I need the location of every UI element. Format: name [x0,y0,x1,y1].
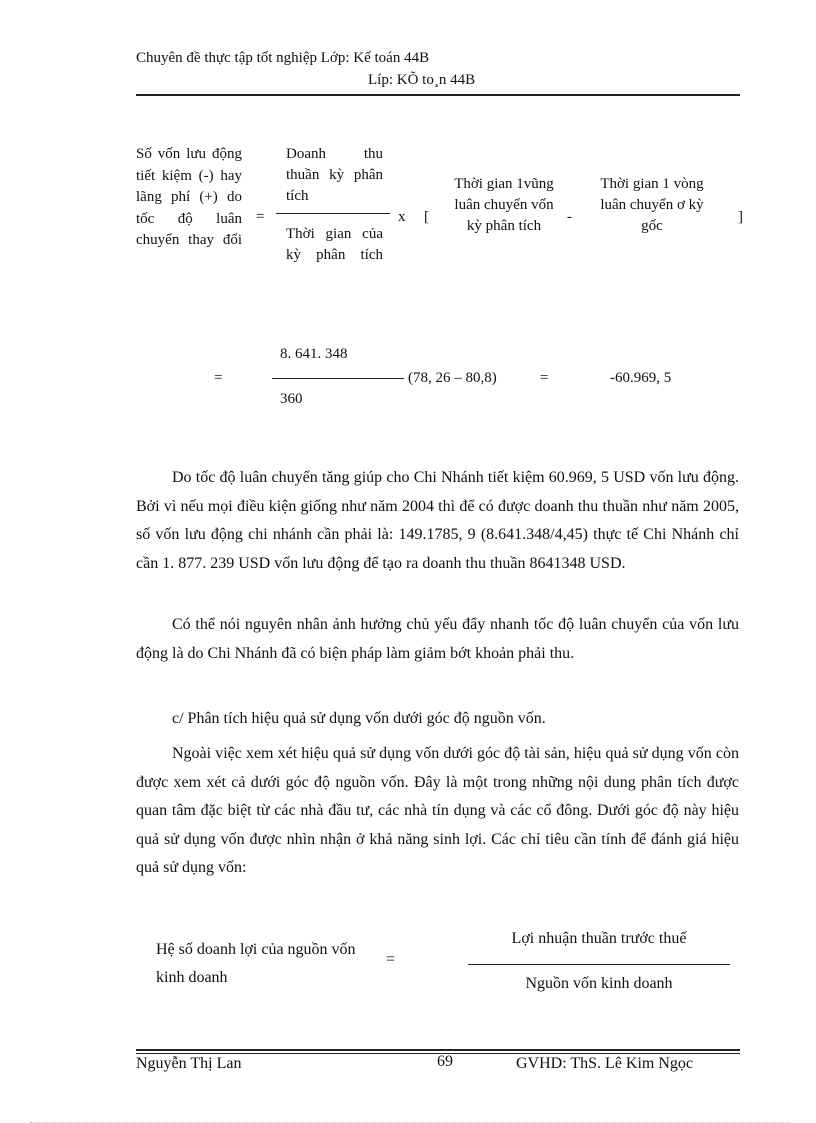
formula2-numerator: 8. 641. 348 [280,346,348,362]
paragraph-3: Ngoài việc xem xét hiệu quả sử dụng vốn dưới góc độ tài sản, hiệu quả sử dụng vốn còn được xem xét cả dưới góc độ nguồn vốn. Đây là một trong những nội dung phân tích được quan tâm đặc biệt từ các nhà đầu tư, các nhà tín dụng và các cổ đông. Dưới góc độ này hiệu quả sử dụng vốn được nhìn nhận ở khả năng sinh lợi. Các chỉ tiêu cần tính để đánh giá hiệu quả sử dụng vốn: [136,745,739,876]
formula3-denominator: Nguồn vốn kinh doanh [525,975,673,992]
formula1-term2: Thời gian 1 vòng luân chuyển ơ kỳ gốc [600,176,704,234]
header-title: Chuyên đề thực tập tốt nghiệp Lớp: Kế toán 44B [136,50,430,66]
formula1-term1: Thời gian 1vũng luân chuyển vốn kỳ phân tích [454,176,554,234]
paragraph-1: Do tốc độ luân chuyển tăng giúp cho Chi Nhánh tiết kiệm 60.969, 5 USD vốn lưu động. Bởi vì nếu mọi điều kiện giống như năm 2004 thì để có được doanh thu thuần như năm 2005, số vốn lưu động chi nhánh cần phải là: 149.1785, 9 (8.641.348/4,45) thực tế Chi Nhánh chỉ cần 1. 877. 239 USD vốn lưu động để tạo ra doanh thu thuần 8641348 USD. [136,469,739,572]
formula1-times: x [398,209,406,225]
formula2-equals: = [214,370,223,386]
formula2-fraction-bar [272,378,404,379]
formula1-denominator: Thời gian của kỳ phân tích [286,226,383,263]
formula3-numerator: Lợi nhuận thuần trước thuế [511,930,687,947]
formula2-denominator: 360 [280,391,303,407]
formula1-left-label: Số vốn lưu động tiết kiệm (-) hay lãng phí (+) do tốc độ luân chuyển thay đổi [136,146,242,248]
formula2-paren: (78, 26 – 80,8) [408,370,497,386]
formula3-label: Hệ số doanh lợi của nguồn vốn kinh doanh [156,941,356,986]
formula2-result: -60.969, 5 [610,370,672,386]
formula1-close-bracket: ] [738,209,743,225]
formula2-equals-result: = [540,370,549,386]
section-heading-c: c/ Phân tích hiệu quả sử dụng vốn dưới góc độ nguồn vốn. [172,710,546,727]
footer-rule-top [136,1049,740,1051]
header-class: Líp: KÕ to¸n 44B [368,72,476,88]
formula1-equals: = [256,209,265,225]
footer-supervisor: GVHD: ThS. Lê Kim Ngọc [516,1055,694,1072]
formula1-fraction-bar [276,213,390,214]
formula1-minus: - [567,209,572,225]
formula3-fraction-bar [468,964,730,965]
formula1-open-bracket: [ [424,209,429,225]
formula1-numerator: Doanh thu thuần kỳ phân tích [286,146,383,204]
header-rule [136,94,740,96]
paragraph-2: Có thể nói nguyên nhân ảnh hưởng chủ yếu đẩy nhanh tốc độ luân chuyển của vốn lưu động là do Chi Nhánh đã có biện pháp làm giảm bớt khoản phải thu. [136,616,739,662]
formula3-equals: = [386,951,396,968]
page-number: 69 [437,1053,453,1070]
footer-author: Nguyễn Thị Lan [136,1055,242,1072]
